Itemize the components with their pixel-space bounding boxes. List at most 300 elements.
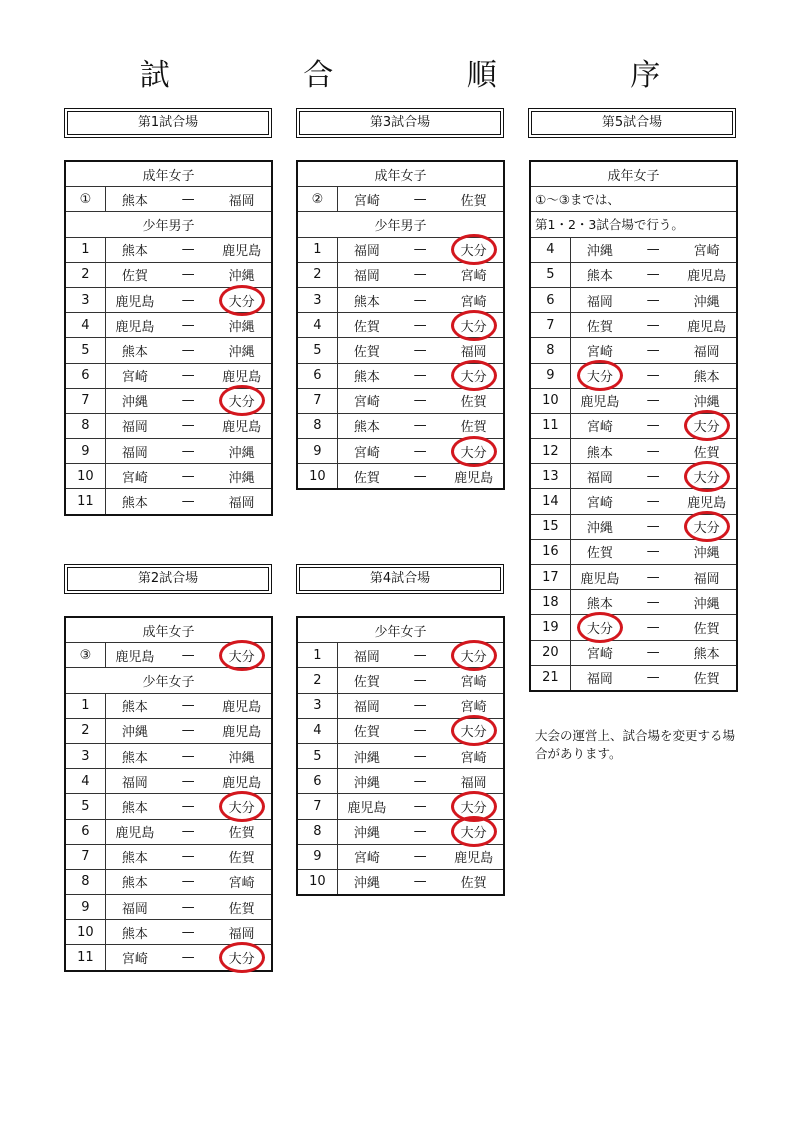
team-a-cell [570,237,629,262]
match-row [65,187,272,212]
oita-highlight: 大分 [455,721,493,740]
team-b: 沖縄 [228,319,255,335]
team-a-cell [570,565,629,590]
team-a: 熊本 [121,926,148,942]
team-b-cell [212,439,272,464]
team-a-cell [570,313,629,338]
team-b: 鹿児島 [222,775,262,791]
match-row [530,439,737,464]
match-number: 8 [297,413,337,438]
team-a: 沖縄 [353,750,380,766]
oita-highlight: 大分 [455,316,493,335]
team-a: 熊本 [586,269,613,285]
versus-dash: — [396,693,444,718]
team-a-cell [337,794,396,819]
versus-dash: — [396,287,444,312]
match-number: 7 [530,313,570,338]
team-a-cell [337,693,396,718]
team-b: 佐賀 [460,395,487,411]
schedule-note: 第1・2・3試合場で行う。 [530,212,737,237]
team-a: 熊本 [353,370,380,386]
match-number: 2 [297,668,337,693]
venue-4-schedule-table [296,616,505,896]
team-b-cell [677,363,737,388]
versus-dash: — [629,464,677,489]
team-a-cell [570,514,629,539]
versus-dash: — [396,237,444,262]
match-number: 4 [65,769,105,794]
match-number: 18 [530,590,570,615]
oita-highlight: 大分 [581,618,619,637]
team-b: 福岡 [693,344,720,360]
venue-5-label: 第5試合場 [531,111,733,135]
team-a: 佐賀 [353,319,380,335]
team-a: 宮崎 [353,193,380,209]
oita-highlight: 大分 [455,366,493,385]
match-number: 1 [297,237,337,262]
match-number: 10 [65,464,105,489]
team-a: 沖縄 [353,826,380,842]
versus-dash: — [396,718,444,743]
team-a: 鹿児島 [580,395,620,411]
versus-dash: — [164,464,212,489]
team-b: 宮崎 [460,700,487,716]
versus-dash: — [396,262,444,287]
venue-5-schedule-table [529,160,738,692]
team-b-cell [444,844,504,869]
team-a: 宮崎 [353,445,380,461]
match-number: 4 [297,313,337,338]
team-b-cell [212,388,272,413]
team-a-cell [337,439,396,464]
match-row [65,489,272,515]
versus-dash: — [396,819,444,844]
team-a: 熊本 [121,244,148,260]
match-number: 1 [65,693,105,718]
match-number: 8 [65,413,105,438]
oita-highlight: 大分 [455,240,493,259]
versus-dash: — [396,338,444,363]
team-a-cell [105,489,164,515]
category-label-row [297,161,504,187]
match-number: ① [65,187,105,212]
match-number: 8 [65,869,105,894]
category-label-row [65,161,272,187]
match-number: 9 [297,844,337,869]
schedule-note: ①～③までは、 [530,187,737,212]
team-b: 沖縄 [693,395,720,411]
team-b-cell [677,665,737,691]
match-number: 2 [65,718,105,743]
team-a-cell [570,439,629,464]
team-a-cell [105,794,164,819]
team-a: 熊本 [121,700,148,716]
team-a-cell [105,439,164,464]
team-b-cell [677,464,737,489]
oita-highlight: 大分 [455,442,493,461]
team-b: 鹿児島 [222,725,262,741]
versus-dash: — [396,464,444,490]
team-b-cell [212,313,272,338]
team-b: 沖縄 [228,269,255,285]
team-a: 沖縄 [586,244,613,260]
oita-highlight: 大分 [688,517,726,536]
team-a: 福岡 [353,244,380,260]
category-label: 成年女子 [65,161,272,187]
team-b-cell [212,464,272,489]
team-a: 熊本 [586,445,613,461]
match-row [297,439,504,464]
team-b-cell [444,313,504,338]
team-b-cell [212,693,272,718]
match-number: 3 [65,287,105,312]
match-row [297,819,504,844]
versus-dash: — [164,338,212,363]
team-b: 沖縄 [228,344,255,360]
match-row [530,565,737,590]
venue-4-header [296,564,504,594]
team-a: 熊本 [121,496,148,512]
match-number: 6 [65,819,105,844]
team-b: 宮崎 [228,876,255,892]
match-number: 5 [297,338,337,363]
oita-highlight: 大分 [223,646,261,665]
team-a-cell [105,819,164,844]
team-b-cell [212,895,272,920]
versus-dash: — [164,287,212,312]
versus-dash: — [629,313,677,338]
team-b-cell [444,287,504,312]
category-label-row [65,617,272,643]
versus-dash: — [629,413,677,438]
match-number: 7 [65,844,105,869]
team-b: 鹿児島 [222,244,262,260]
category-label: 少年男子 [65,212,272,237]
team-a-cell [337,844,396,869]
match-row [297,237,504,262]
versus-dash: — [629,237,677,262]
oita-highlight: 大分 [688,416,726,435]
versus-dash: — [164,844,212,869]
oita-highlight: 大分 [223,391,261,410]
match-row [65,693,272,718]
versus-dash: — [164,262,212,287]
team-a-cell [105,413,164,438]
versus-dash: — [396,439,444,464]
versus-dash: — [164,895,212,920]
team-a-cell [337,363,396,388]
team-a: 宮崎 [586,496,613,512]
category-label: 成年女子 [530,161,737,187]
category-label-row [65,668,272,693]
team-b-cell [677,287,737,312]
versus-dash: — [396,388,444,413]
team-b: 佐賀 [228,901,255,917]
team-a: 福岡 [353,269,380,285]
team-a-cell [105,743,164,768]
match-row [530,413,737,438]
match-number: 8 [297,819,337,844]
versus-dash: — [164,439,212,464]
team-a-cell [570,413,629,438]
team-b-cell [212,262,272,287]
team-a-cell [105,643,164,668]
team-b-cell [444,643,504,668]
team-a-cell [105,844,164,869]
versus-dash: — [164,643,212,668]
team-a: 熊本 [121,193,148,209]
team-b-cell [212,287,272,312]
team-b: 福岡 [693,571,720,587]
versus-dash: — [164,693,212,718]
team-a: 熊本 [121,851,148,867]
team-a-cell [570,464,629,489]
category-label: 少年女子 [65,668,272,693]
versus-dash: — [396,794,444,819]
team-b-cell [212,844,272,869]
match-number: 3 [297,693,337,718]
match-number: 5 [297,743,337,768]
team-a-cell [337,287,396,312]
team-a: 福岡 [586,672,613,688]
venue-5-header [528,108,736,138]
match-number: 6 [65,363,105,388]
team-b-cell [444,187,504,212]
team-b: 佐賀 [693,621,720,637]
team-b-cell [444,869,504,895]
versus-dash: — [629,363,677,388]
match-row [297,668,504,693]
match-number: ② [297,187,337,212]
team-b: 佐賀 [228,851,255,867]
team-a-cell [337,187,396,212]
team-a: 宮崎 [121,470,148,486]
team-b-cell [677,338,737,363]
team-a-cell [105,187,164,212]
team-a: 熊本 [121,750,148,766]
team-b: 福岡 [228,926,255,942]
match-number: 21 [530,665,570,691]
match-row [530,615,737,640]
match-row [297,844,504,869]
match-number: 8 [530,338,570,363]
team-a-cell [105,718,164,743]
versus-dash: — [629,615,677,640]
versus-dash: — [164,769,212,794]
venue-1-label: 第1試合場 [67,111,269,135]
match-row [530,262,737,287]
match-number: 4 [297,718,337,743]
match-row [530,539,737,564]
team-b-cell [212,237,272,262]
match-number: 6 [530,287,570,312]
match-row [297,743,504,768]
team-a-cell [105,313,164,338]
match-row [65,237,272,262]
match-number: 5 [65,794,105,819]
versus-dash: — [396,643,444,668]
match-row [530,338,737,363]
team-a-cell [105,237,164,262]
match-number: ③ [65,643,105,668]
team-b-cell [212,945,272,971]
team-b: 熊本 [693,647,720,663]
versus-dash: — [396,313,444,338]
team-a-cell [570,615,629,640]
team-a: 鹿児島 [115,294,155,310]
team-a-cell [105,895,164,920]
versus-dash: — [629,640,677,665]
category-label-row [297,617,504,643]
match-number: 3 [297,287,337,312]
team-b: 宮崎 [460,674,487,690]
team-a: 福岡 [121,420,148,436]
team-a-cell [337,388,396,413]
team-b-cell [444,464,504,490]
team-a-cell [105,945,164,971]
team-a-cell [337,464,396,490]
team-a-cell [570,640,629,665]
team-a-cell [105,388,164,413]
match-row [297,363,504,388]
match-row [65,287,272,312]
match-number: 7 [297,794,337,819]
team-b: 沖縄 [228,470,255,486]
team-a: 宮崎 [121,952,148,968]
team-a: 宮崎 [353,851,380,867]
team-b: 鹿児島 [222,370,262,386]
team-a: 宮崎 [586,420,613,436]
versus-dash: — [396,187,444,212]
team-a-cell [105,920,164,945]
team-a: 福岡 [121,901,148,917]
match-row [297,262,504,287]
venue-3-header [296,108,504,138]
versus-dash: — [629,338,677,363]
venue-3-schedule-table [296,160,505,490]
venue-2-header [64,564,272,594]
match-number: 19 [530,615,570,640]
team-b: 沖縄 [693,546,720,562]
team-b-cell [444,237,504,262]
team-a-cell [337,413,396,438]
team-b: 鹿児島 [454,470,494,486]
versus-dash: — [629,489,677,514]
versus-dash: — [629,388,677,413]
match-row [297,718,504,743]
oita-highlight: 大分 [455,646,493,665]
team-b-cell [677,413,737,438]
match-row [297,643,504,668]
team-a: 福岡 [353,700,380,716]
team-a: 沖縄 [353,876,380,892]
team-a-cell [105,338,164,363]
team-a: 宮崎 [586,647,613,663]
match-number: 11 [530,413,570,438]
team-b: 鹿児島 [687,319,727,335]
match-row [530,237,737,262]
match-row [65,945,272,971]
team-a: 鹿児島 [580,571,620,587]
team-b-cell [677,313,737,338]
team-b: 佐賀 [460,876,487,892]
team-b: 福岡 [228,496,255,512]
versus-dash: — [629,514,677,539]
match-row [297,869,504,895]
match-number: 13 [530,464,570,489]
match-row [530,363,737,388]
team-a: 宮崎 [586,344,613,360]
team-b: 福岡 [228,193,255,209]
team-a-cell [337,338,396,363]
versus-dash: — [629,665,677,691]
match-number: 3 [65,743,105,768]
oita-highlight: 大分 [223,797,261,816]
match-number: 9 [297,439,337,464]
team-b: 佐賀 [693,672,720,688]
team-a-cell [337,313,396,338]
team-b-cell [444,388,504,413]
team-b-cell [677,565,737,590]
match-number: 4 [65,313,105,338]
match-row [65,794,272,819]
category-label: 成年女子 [297,161,504,187]
versus-dash: — [164,945,212,971]
team-b: 沖縄 [228,750,255,766]
team-a-cell [337,262,396,287]
venue-3-label: 第3試合場 [299,111,501,135]
versus-dash: — [164,413,212,438]
team-b-cell [444,819,504,844]
venue-1-schedule-table [64,160,273,516]
match-number: 9 [530,363,570,388]
team-a: 鹿児島 [347,800,387,816]
team-b-cell [444,439,504,464]
team-b-cell [677,439,737,464]
team-a: 沖縄 [121,395,148,411]
team-a: 佐賀 [353,674,380,690]
category-label: 少年男子 [297,212,504,237]
match-number: 14 [530,489,570,514]
versus-dash: — [396,363,444,388]
team-b-cell [212,819,272,844]
versus-dash: — [629,590,677,615]
team-b: 佐賀 [693,445,720,461]
venue-change-note: 大会の運営上、試合場を変更する場合があります。 [535,728,736,761]
venue-2-schedule-table [64,616,273,972]
team-a: 熊本 [353,294,380,310]
match-row [530,665,737,691]
team-b-cell [212,643,272,668]
match-row [65,643,272,668]
team-a: 佐賀 [353,344,380,360]
match-row [65,413,272,438]
team-b: 宮崎 [460,294,487,310]
match-number: 2 [65,262,105,287]
match-number: 6 [297,769,337,794]
team-a: 鹿児島 [115,826,155,842]
match-row [297,187,504,212]
note-row [530,187,737,212]
venue-2-label: 第2試合場 [67,567,269,591]
match-row [65,743,272,768]
team-a-cell [105,287,164,312]
match-row [297,388,504,413]
match-number: 1 [65,237,105,262]
team-a-cell [570,665,629,691]
match-row [65,439,272,464]
team-a-cell [337,869,396,895]
